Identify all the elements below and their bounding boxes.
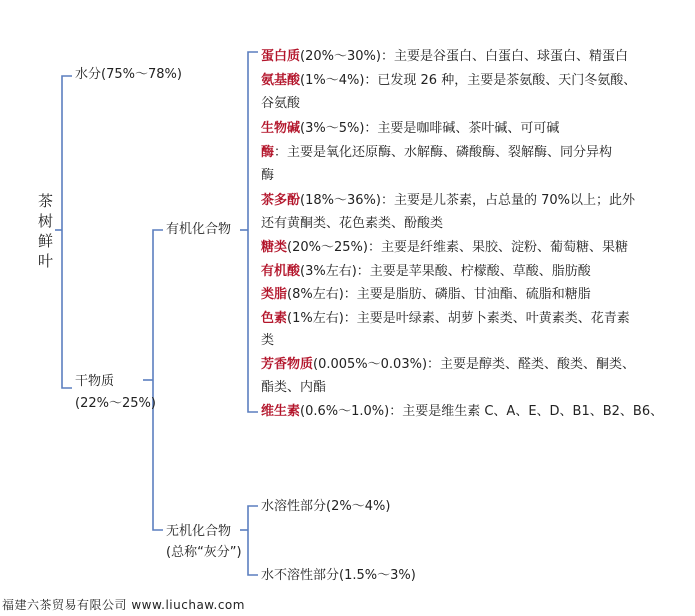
organic-item-lipid <box>261 287 591 303</box>
dry-bracket <box>153 230 163 530</box>
item-desc: (3%～5%)：主要是咖啡碱、茶叶碱、可可碱 <box>300 121 560 136</box>
root-char-4: 叶 <box>38 252 54 270</box>
item-term: 氨基酸 <box>261 73 301 88</box>
organic-item-tea-polyphenol <box>261 193 635 209</box>
dry-matter-node: 干物质 <box>75 374 115 389</box>
organic-item-tea-polyphenol-cont: 还有黄酮类、花色素类、酚酸类 <box>261 216 444 231</box>
organic-item-aroma <box>261 357 635 373</box>
organic-item-sugar <box>261 240 628 256</box>
item-desc: (18%～36%)：主要是儿茶素，占总量的 70%以上；此外 <box>300 193 635 208</box>
root-char-2: 树 <box>38 212 54 230</box>
water-node: 水分(75%～78%) <box>75 67 182 82</box>
inorganic-node: 无机化合物 <box>166 524 232 539</box>
item-desc: (1%左右)：主要是叶绿素、胡萝卜素类、叶黄素类、花青素 <box>287 311 630 326</box>
organic-bracket <box>248 52 258 412</box>
organic-node: 有机化合物 <box>166 222 232 237</box>
watermark: 福建六茶贸易有限公司 www.liuchaw.com <box>2 598 245 612</box>
item-term: 类脂 <box>261 287 288 302</box>
inorganic-note: (总称“灰分”) <box>166 545 242 560</box>
item-term: 有机酸 <box>261 264 301 279</box>
item-term: 茶多酚 <box>261 193 301 208</box>
organic-item-enzyme <box>261 145 612 161</box>
root-char-3: 鲜 <box>38 232 54 250</box>
organic-item-alkaloid <box>261 121 559 137</box>
item-term: 色素 <box>261 311 288 326</box>
item-term: 芳香物质 <box>261 357 314 372</box>
item-desc: (3%左右)：主要是苹果酸、柠檬酸、草酸、脂肪酸 <box>300 264 591 279</box>
dry-matter-percent: (22%～25%) <box>75 396 156 411</box>
item-term: 酶 <box>261 145 275 160</box>
organic-item-amino-acid <box>261 73 636 89</box>
organic-item-protein <box>261 49 628 65</box>
root-char-1: 茶 <box>38 192 54 210</box>
item-desc: ：主要是氧化还原酶、水解酶、磷酸酶、裂解酶、同分异构 <box>274 145 613 160</box>
item-term: 糖类 <box>261 240 288 255</box>
inorganic-item-soluble: 水溶性部分(2%～4%) <box>261 499 391 514</box>
item-desc: (1%～4%)：已发现 26 种，主要是茶氨酸、天门冬氨酸、 <box>300 73 637 88</box>
item-desc: (0.005%～0.03%)：主要是醇类、醛类、酸类、酮类、 <box>313 357 636 372</box>
item-term: 蛋白质 <box>261 49 301 64</box>
organic-item-vitamin <box>261 404 663 420</box>
organic-item-pigment <box>261 311 630 327</box>
item-term: 生物碱 <box>261 121 301 136</box>
inorganic-item-insoluble: 水不溶性部分(1.5%～3%) <box>261 568 416 583</box>
root-bracket <box>62 76 72 388</box>
item-desc: (8%左右)：主要是脂肪、磷脂、甘油酯、硫脂和糖脂 <box>287 287 591 302</box>
item-term: 维生素 <box>261 404 301 419</box>
item-desc: (20%～30%)：主要是谷蛋白、白蛋白、球蛋白、精蛋白 <box>300 49 628 64</box>
organic-item-aroma-cont: 酯类、内酯 <box>261 380 327 395</box>
organic-item-amino-acid-cont: 谷氨酸 <box>261 96 301 111</box>
inorganic-bracket <box>248 506 258 575</box>
organic-item-enzyme-cont: 酶 <box>261 168 275 183</box>
organic-item-pigment-cont: 类 <box>261 333 275 348</box>
item-desc: (20%～25%)：主要是纤维素、果胶、淀粉、葡萄糖、果糖 <box>287 240 628 255</box>
item-desc: (0.6%～1.0%)：主要是维生素 C、A、E、D、B1、B2、B6、 <box>300 404 664 419</box>
organic-item-organic-acid <box>261 264 591 280</box>
